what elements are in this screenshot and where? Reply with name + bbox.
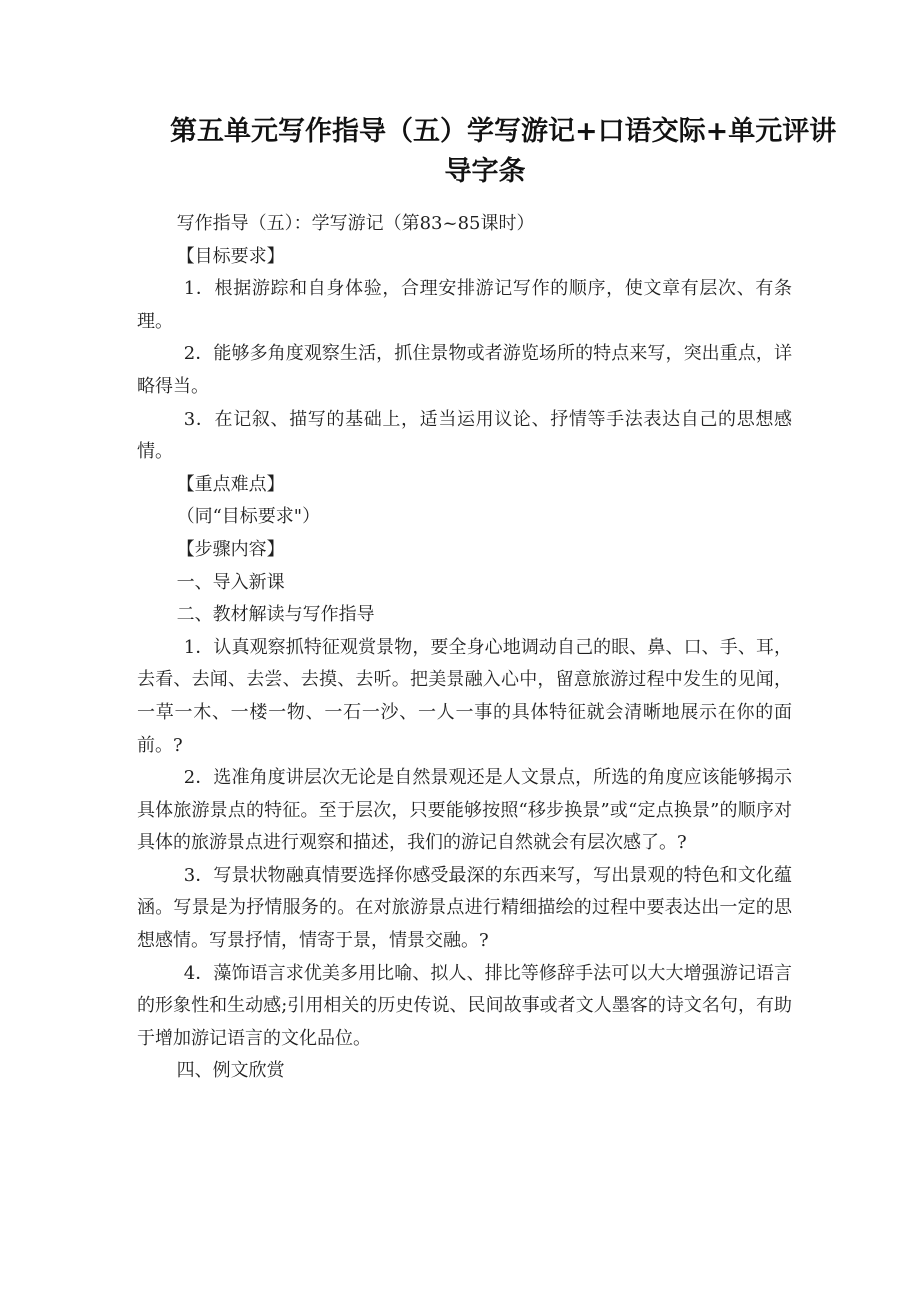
key-points-heading: 【重点难点】 [176, 473, 285, 495]
key-points-text: （同“目标要求"） [176, 506, 321, 528]
guide-item-4: 4．藻饰语言求优美多用比喻、拟人、排比等修辞手法可以大大增强游记语言的形象性和生动感;引用相关的历史传说、民间故事或者文人墨客的诗文名句，有助于增加游记语言的文化品位。 [137, 962, 792, 1049]
guide-item-1: 1．认真观察抓特征观赏景物，要全身心地调动自己的眼、鼻、口、手、耳，去看、去闻、去尝、去摸、去听。把美景融入心中，留意旅游过程中发生的见闻，一草一木、一楼一物、一石一沙、一人一事的具体特征就会清晰地展示在你的面前。? [137, 636, 792, 756]
document-body [137, 208, 792, 1088]
guide-item-3: 3．写景状物融真情要选择你感受最深的东西来写，写出景观的特色和文化蕴涵。写景是为抒情服务的。在对旅游景点进行精细描绘的过程中要表达出一定的思想感情。写景抒情，情寄于景，情景交融。? [137, 864, 792, 952]
step-four: 四、例文欣赏 [176, 1060, 285, 1082]
lesson-subtitle: 写作指导（五）：学写游记（第83~85课时） [176, 213, 535, 234]
guide-item-2: 2．选准角度讲层次无论是自然景观还是人文景点，所选的角度应该能够揭示具体旅游景点的特征。至于层次，只要能够按照“移步换景”或“定点换景”的顺序对具体的旅游景点进行观察和描述，我们的游记自然就会有层次感了。? [137, 767, 792, 854]
step-two: 二、教材解读与写作指导 [176, 604, 375, 626]
title-line-2: 导字条 [444, 156, 526, 187]
goals-heading: 【目标要求】 [176, 245, 285, 267]
goal-item-1: 1．根据游踪和自身体验，合理安排游记写作的顺序，使文章有层次、有条理。 [137, 278, 792, 332]
goal-item-2: 2．能够多角度观察生活，抓住景物或者游览场所的特点来写，突出重点，详略得当。 [137, 343, 792, 397]
step-one: 一、导入新课 [176, 571, 285, 593]
title-line-1: 第五单元写作指导（五）学写游记+口语交际+单元评讲 [170, 116, 837, 147]
steps-heading: 【步骤内容】 [176, 538, 285, 560]
goal-item-3: 3．在记叙、描写的基础上，适当运用议论、抒情等手法表达自己的思想感情。 [137, 408, 792, 463]
page-title [170, 112, 837, 192]
